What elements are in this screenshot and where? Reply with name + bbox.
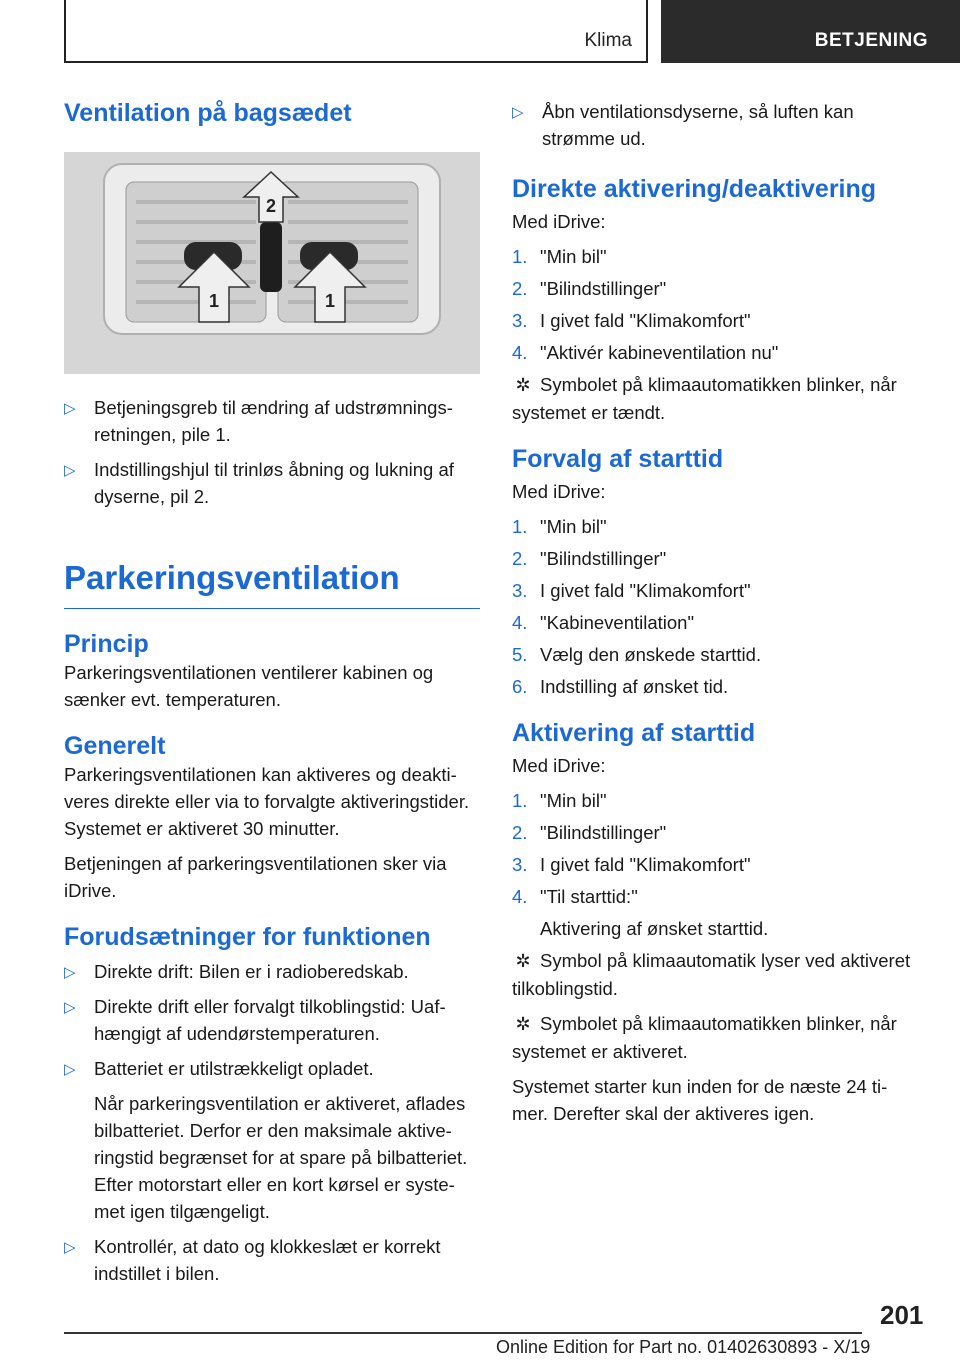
aktivering-note-1: ✲ Symbol på klimaautomatik lyser ved aktiveret tilkoblingstid.	[512, 950, 911, 999]
forvalg-heading: Forvalg af starttid	[512, 445, 724, 473]
rear-ventilation-heading: Ventilation på bagsædet	[64, 99, 352, 127]
aktivering-substep: Aktivering af ønsket starttid.	[540, 918, 769, 939]
forvalg-step: 2. "Bilindstillinger"	[512, 548, 667, 569]
fig-bullet: ▷ Indstillingshjul til trinløs åbning og lukning af dyserne, pil 2.	[64, 459, 454, 507]
direkte-note: ✲ Symbolet på klimaautomatikken blinker, når systemet er tændt.	[512, 374, 897, 423]
triangle-bullet-icon: ▷	[64, 400, 76, 417]
aktivering-step: 2. "Bilindstillinger"	[512, 822, 667, 843]
left-column	[64, 98, 480, 1287]
forvalg-step: 3. I givet fald "Klimakomfort"	[512, 580, 751, 601]
direkte-step: 2. "Bilindstillinger"	[512, 278, 667, 299]
fan-icon: ✲	[515, 1014, 531, 1034]
header-section: Klima	[584, 30, 632, 51]
generelt-text-1: Parkeringsventilationen kan aktiveres og deakti-veres direkte eller via to forvalgte aktiveringstider. Systemet er aktiveret 30 minutter.	[64, 763, 470, 839]
forvalg-step: 5. Vælg den ønskede starttid.	[512, 644, 762, 665]
footer-divider	[64, 1332, 862, 1334]
direkte-step: 3. I givet fald "Klimakomfort"	[512, 310, 751, 331]
forud-bullet: ▷ Direkte drift eller forvalgt tilkoblingstid: Uaf-hængigt af udendørstemperaturen.	[64, 995, 446, 1044]
forud-bullet: ▷ Kontrollér, at dato og klokkeslæt er korrekt indstillet i bilen.	[64, 1235, 441, 1284]
aktivering-heading: Aktivering af starttid	[512, 719, 756, 747]
aktivering-note-3: Systemet starter kun inden for de næste 24 ti-mer. Derefter skal der aktiveres igen.	[512, 1076, 888, 1124]
forvalg-step: 4. "Kabineventilation"	[512, 612, 695, 633]
forvalg-step: 1. "Min bil"	[512, 516, 607, 537]
forvalg-intro: Med iDrive:	[512, 481, 606, 502]
arrow-1-left-label: 1	[208, 291, 220, 311]
princip-heading: Princip	[64, 629, 149, 658]
direkte-intro: Med iDrive:	[512, 211, 606, 232]
forud-note: Når parkeringsventilation er aktiveret, aflades bilbatteriet. Derfor er den maksimale aktive-ringstid begrænset for at spare på bilbatteriet. Efter motorstart eller en kort kørsel er syste-met igen tilgængeligt.	[94, 1092, 468, 1222]
arrow-2-label: 2	[265, 196, 277, 216]
aktivering-step: 3. I givet fald "Klimakomfort"	[512, 854, 751, 875]
aktivering-step: 4. "Til starttid:"	[512, 886, 638, 907]
open-vents-bullet: ▷ Åbn ventilationsdyserne, så luften kan strømme ud.	[512, 101, 854, 149]
triangle-bullet-icon: ▷	[64, 462, 76, 479]
forud-bullet: ▷ Batteriet er utilstrækkeligt opladet.	[64, 1055, 480, 1082]
edition-footer: Online Edition for Part no. 01402630893 - X/19	[496, 1337, 871, 1357]
rear-vent-illustration	[64, 152, 480, 374]
forvalg-step: 6. Indstilling af ønsket tid.	[512, 676, 729, 697]
header-left-frame	[64, 0, 648, 63]
direkte-heading: Direkte aktivering/deaktivering	[512, 175, 877, 203]
forud-bullet: ▷ Direkte drift: Bilen er i radioberedskab.	[64, 958, 480, 985]
triangle-bullet-icon: ▷	[64, 1060, 76, 1078]
right-column	[512, 98, 922, 1127]
triangle-bullet-icon: ▷	[64, 1238, 76, 1256]
direkte-step: 1. "Min bil"	[512, 246, 607, 267]
triangle-bullet-icon: ▷	[512, 104, 524, 121]
page-number: 201	[880, 1300, 924, 1330]
aktivering-step: 1. "Min bil"	[512, 790, 607, 811]
princip-text: Parkeringsventilationen ventilerer kabinen og sænker evt. temperaturen.	[64, 661, 434, 710]
fig-bullet: ▷ Betjeningsgreb til ændring af udstrømnings-retningen, pile 1.	[64, 397, 453, 445]
fan-icon: ✲	[515, 375, 531, 395]
forudsaetninger-heading: Forudsætninger for funktionen	[64, 922, 431, 951]
triangle-bullet-icon: ▷	[64, 998, 76, 1016]
fan-icon: ✲	[515, 951, 531, 971]
generelt-heading: Generelt	[64, 731, 166, 760]
triangle-bullet-icon: ▷	[64, 963, 76, 981]
arrow-1-right-label: 1	[324, 291, 336, 311]
rear-vent-figure	[64, 152, 480, 374]
main-title: Parkeringsventilation	[64, 558, 480, 609]
generelt-text-2: Betjeningen af parkeringsventilationen sker via iDrive.	[64, 852, 447, 901]
aktivering-intro: Med iDrive:	[512, 755, 606, 776]
direkte-step: 4. "Aktivér kabineventilation nu"	[512, 342, 779, 363]
header-chapter-label: BETJENING	[814, 30, 928, 51]
aktivering-note-2: ✲ Symbolet på klimaautomatikken blinker, når systemet er aktiveret.	[512, 1013, 897, 1062]
vent-thumbwheel	[260, 222, 282, 292]
header-chapter-tab	[661, 0, 960, 63]
